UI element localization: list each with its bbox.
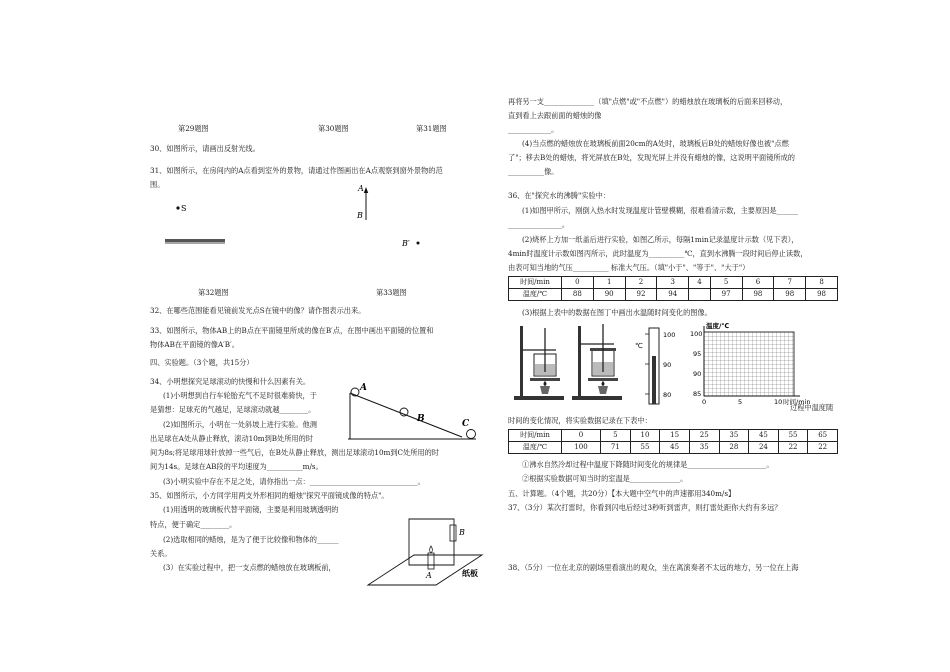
table-cell: 2: [625, 277, 657, 289]
table-cell: 98: [806, 289, 838, 301]
thermo-tick: 90: [663, 361, 672, 369]
question-33-line2: 物体AB在平面镜的像A′B′。: [150, 340, 239, 349]
table-cell: 55: [778, 430, 808, 442]
flame-icon: [602, 381, 605, 386]
table-cell: 5: [601, 430, 631, 442]
label-candle-b: B: [459, 528, 465, 537]
thermo-tick: 100: [663, 331, 676, 339]
table-cell: 7: [774, 277, 806, 289]
question-38: 38、（5分）一位在北京的剧场里看演出的观众，坐在离演奏者不太远的地方，另一位在上海: [508, 563, 799, 572]
label-b-prime: B′: [402, 239, 410, 248]
right-line3: ____________。: [508, 125, 559, 134]
arrow-head-icon: [364, 187, 368, 193]
table-cell: 温度/℃: [509, 289, 562, 301]
table-heating: [508, 276, 838, 301]
table-cell: 94: [657, 289, 689, 301]
label-slope-a: A: [360, 383, 367, 393]
question-36-2a: (2)烧杯上方加一纸盖后进行实验，如图乙所示，每隔1min记录温度计示数（见下表），: [522, 235, 799, 244]
label-candle-a: A: [426, 571, 432, 580]
table-cell: 98: [742, 289, 774, 301]
table-cell: 8: [806, 277, 838, 289]
section-4-heading: 四、实验题。（3个题，共15分）: [150, 358, 254, 367]
table-row: [509, 442, 838, 454]
label-slope-c: C: [462, 419, 470, 429]
question-36-1b: _______________。: [508, 220, 570, 229]
table-cell: 15: [660, 430, 690, 442]
label-paper: 纸板: [462, 569, 478, 578]
question-36-3: (3)根据上表中的数据在图丁中画出水温随时间变化的图像。: [522, 308, 712, 317]
table-cell: 10: [630, 430, 660, 442]
question-36-4-1: ①沸水自然冷却过程中温度下降随时间变化的规律是______________________。: [522, 460, 774, 469]
right-line2: 直到看上去跟前面的蜡烛的像: [508, 111, 602, 120]
figure-32-33: [150, 185, 450, 255]
point-b-prime: [417, 242, 420, 245]
table-cell: 时间/min: [509, 277, 562, 289]
question-35-1b: 特点，便于确定________。: [150, 520, 237, 529]
label-slope-b: B: [417, 414, 425, 424]
caption-fig29: 第29题图: [178, 124, 209, 133]
candle-b: [450, 525, 456, 541]
table-cell: 0: [562, 277, 594, 289]
table-cell: 98: [774, 289, 806, 301]
question-34-2a: (2)如图所示，小明在一处斜坡上进行实验。他测: [163, 420, 317, 429]
graph-xlabel: 时间/min: [783, 398, 811, 406]
table-row: [509, 277, 838, 289]
graph-xtick: 5: [738, 398, 743, 406]
question-35-2b: 关系。: [150, 549, 172, 558]
graph-xtick: 10: [774, 398, 783, 406]
table-cell: 22: [778, 442, 808, 454]
question-36-4: 时间的变化情况，将实验数据记录在下表中：: [508, 416, 652, 425]
table-cell: 5: [710, 277, 742, 289]
point-s: [176, 206, 179, 209]
thermo-unit: ℃: [635, 342, 643, 350]
label-s: S: [181, 204, 187, 213]
question-34-2b: 出足球在A处从静止释放，滚动10m到B处所用的时: [150, 434, 313, 443]
caption-fig30: 第30题图: [318, 124, 349, 133]
caption-fig31: 第31题图: [416, 124, 447, 133]
question-34-3: (3)小明实验中存在不足之处，请你指出一点：______________________________。: [163, 477, 425, 486]
figure-34-slope: [340, 385, 480, 445]
figure-36-thermometer: [633, 326, 683, 406]
table-cell: 71: [601, 442, 631, 454]
question-31-line1: 31、如图所示，在房间内的A点看到室外的景物，请通过作图画出在A点观察到窗外景物的范: [150, 166, 443, 175]
thermo-tick: 80: [663, 391, 672, 399]
figure-36-apparatus: [512, 322, 632, 402]
question-35-2a: (2)选取相同的蜡烛，是为了便于比较像和物体的______: [163, 535, 339, 544]
table-cell: 35: [689, 442, 719, 454]
table-cell: 25: [689, 430, 719, 442]
table-cell: 温度/℃: [509, 442, 562, 454]
question-36-2c: 由表可知当地的气压__________ 标准大气压。（填"小于"、"等于"、"大于"）: [508, 263, 750, 272]
question-34-1a: (1)小明想到自行车轮胎充气不足时很难骑快，于: [163, 391, 317, 400]
table-cell: 6: [742, 277, 774, 289]
table-cell: 65: [808, 430, 838, 442]
table-cell: 45: [660, 442, 690, 454]
table-cell: 0: [562, 430, 601, 442]
label-a: A: [358, 184, 364, 193]
table-cooling: [508, 429, 838, 454]
graph-ytick: 90: [693, 370, 702, 378]
question-34-1b: 是猜想：足球充的气越足，足球滚动就越________。: [150, 405, 316, 414]
figure-36-graph: [688, 320, 818, 405]
figure-35-mirror: [364, 515, 484, 590]
ball-b: [400, 408, 408, 416]
table-cell: 4: [689, 277, 711, 289]
question-37: 37、（3分）某次打雷时，你看到闪电后经过3秒听到雷声，则打雷处距你大约有多远？: [508, 503, 782, 512]
mirror: [165, 239, 225, 242]
graph-xtick: 0: [702, 398, 707, 406]
right-line1: 再将另一支______________（填"点燃"或"不点燃"）的蜡烛放在玻璃板的后面来回移动，: [508, 97, 788, 106]
question-34: 34、小明想探究足球滚动的快慢和什么因素有关。: [150, 377, 311, 386]
table-cell: 92: [625, 289, 657, 301]
table-cell: 97: [710, 289, 742, 301]
table-cell: 22: [808, 442, 838, 454]
ball-c: [467, 430, 476, 439]
table-cell: 88: [562, 289, 594, 301]
table-row: [509, 430, 838, 442]
table-cell: 90: [593, 289, 625, 301]
question-35-3: (3）在实验过程中，把一支点燃的蜡烛放在玻璃板前，: [163, 563, 336, 572]
graph-ytick: 100: [690, 330, 703, 338]
table-cell: 45: [749, 430, 779, 442]
question-35-4c: __________像。: [508, 167, 559, 176]
table-cell: 55: [630, 442, 660, 454]
question-35-4b: 了"；移去B处的蜡烛，将光屏放在B处，发现光屏上并没有蜡烛的像，这说明平面镜所成的: [508, 153, 795, 162]
graph-ytick: 85: [693, 390, 702, 398]
caption-fig32: 第32题图: [198, 288, 229, 297]
question-36: 36、在"探究水的沸腾"实验中：: [508, 191, 611, 200]
graph-ylabel: 温度/℃: [706, 322, 730, 330]
question-35-1a: (1)用透明的玻璃板代替平面镜，主要是利用玻璃透明的: [163, 505, 339, 514]
question-34-2c: 间为8s;将足球用球针放掉一些气后，在B处从静止释放，测出足球滚动10m到C处所用的时: [150, 448, 439, 457]
question-34-2d: 间为14s。足球在AB段的平均速度为__________m/s。: [150, 462, 323, 471]
question-36-2b: 4min时温度计示数如图丙所示，此时温度为__________℃，直到水沸腾一段时间后停止读数，: [508, 249, 808, 258]
question-35: 35、如图所示，小方同学用两支外形相同的蜡烛"探究平面镜成像的特点"。: [150, 491, 389, 500]
table-cell: 时间/min: [509, 430, 562, 442]
graph-ytick: 95: [693, 350, 702, 358]
table-cell: [689, 289, 711, 301]
question-31-line2: 围。: [150, 180, 165, 189]
question-35-4a: (4)当点燃的蜡烛放在玻璃板前面20cm的A处时，玻璃板后B处的蜡烛好像也被"点燃: [522, 139, 789, 148]
question-36-1a: (1)如图甲所示，刚倒入热水时发现温度计管壁模糊，很难看清示数，主要原因是______: [522, 206, 799, 215]
overlap-text: 过程中温度随: [790, 403, 834, 412]
table-row: [509, 289, 838, 301]
table-cell: 35: [719, 430, 749, 442]
question-36-4-2: ②根据实验数据可知当时的室温是______________。: [522, 474, 688, 483]
table-cell: 1: [593, 277, 625, 289]
table-cell: 28: [719, 442, 749, 454]
label-b: B: [357, 211, 363, 220]
flame-icon: [544, 381, 547, 386]
table-cell: 100: [562, 442, 601, 454]
question-30: 30、如图所示，请画出反射光线。: [150, 144, 260, 153]
table-cell: 24: [749, 442, 779, 454]
flame-icon: [430, 546, 433, 553]
caption-fig33: 第33题图: [376, 288, 407, 297]
table-cell: 3: [657, 277, 689, 289]
glass-plate: [409, 519, 454, 565]
question-33-line1: 33、如图所示，物体AB上的B点在平面镜里所成的像在B′点，在图中画出平面镜的位置和: [150, 326, 434, 335]
question-32: 32、在哪些范围能看见镜前发光点S在镜中的像？请作图表示出来。: [150, 306, 366, 315]
section-5-heading: 五、计算题。（4个题，共20分）【本大题中空气中的声速都用340m/s】: [508, 489, 736, 498]
